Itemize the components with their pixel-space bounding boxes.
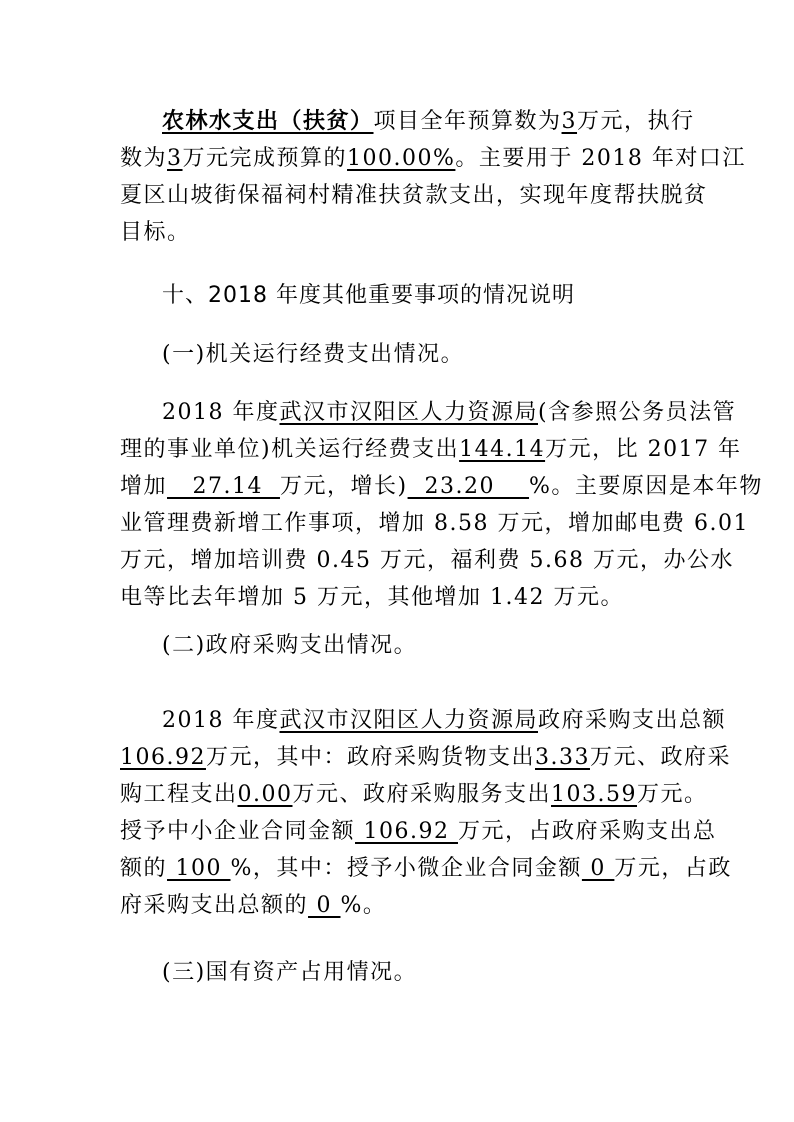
micro-contract-value: 0 <box>581 856 615 881</box>
subheading-procurement: (二)政府采购支出情况。 <box>162 633 418 658</box>
line: 数为3万元完成预算的100.00%。主要用于 2018 年对口江 <box>120 146 746 171</box>
line: 授予中小企业合同金额 106.92 万元，占政府采购支出总 <box>120 819 717 844</box>
paragraph-agriculture <box>120 103 746 251</box>
line: 业管理费新增工作事项，增加 8.58 万元，增加邮电费 6.01 <box>120 511 749 536</box>
operating-expense-value: 144.14 <box>459 437 546 462</box>
subheading-state-assets: (三)国有资产占用情况。 <box>162 960 418 985</box>
sme-share: 100 <box>167 856 231 881</box>
line: 2018 年度武汉市汉阳区人力资源局政府采购支出总额 <box>162 708 727 733</box>
growth-rate: 23.20 <box>407 474 530 499</box>
completion-rate: 100.00% <box>347 146 456 171</box>
subheading-operating-expenses: (一)机关运行经费支出情况。 <box>162 342 465 367</box>
line: 理的事业单位)机关运行经费支出144.14万元，比 2017 年 <box>120 437 742 462</box>
line: 电等比去年增加 5 万元，其他增加 1.42 万元。 <box>120 585 624 610</box>
line: 额的 100 %，其中：授予小微企业合同金额 0 万元，占政 <box>120 856 732 881</box>
services-value: 103.59 <box>551 782 637 807</box>
paragraph-procurement <box>120 702 732 924</box>
line: 夏区山坡街保福祠村精准扶贫款支出，实现年度帮扶脱贫 <box>120 183 708 208</box>
increase-value: 27.14 <box>167 474 280 499</box>
sme-contract-value: 106.92 <box>355 819 458 844</box>
execution-value: 3 <box>167 146 183 171</box>
procurement-total: 106.92 <box>120 745 206 770</box>
line: 2018 年度武汉市汉阳区人力资源局(含参照公务员法管 <box>162 400 737 425</box>
line: 农林水支出（扶贫）项目全年预算数为3万元，执行 <box>162 108 695 134</box>
micro-share: 0 <box>308 893 341 918</box>
unit-name: 武汉市汉阳区人力资源局 <box>279 708 538 733</box>
line: 目标。 <box>120 220 191 245</box>
engineering-value: 0.00 <box>237 782 293 807</box>
line: 106.92万元，其中：政府采购货物支出3.33万元、政府采 <box>120 745 731 770</box>
goods-value: 3.33 <box>535 745 590 770</box>
line: 购工程支出0.00万元、政府采购服务支出103.59万元。 <box>120 782 708 807</box>
line: 增加 27.14 万元，增长) 23.20 %。主要原因是本年物 <box>120 474 763 499</box>
paragraph-operating-expenses <box>120 394 763 616</box>
line: 府采购支出总额的 0 %。 <box>120 893 387 918</box>
section-heading-10: 十、2018 年度其他重要事项的情况说明 <box>162 283 575 308</box>
item-name-agriculture: 农林水支出（扶贫） <box>162 108 374 134</box>
unit-name: 武汉市汉阳区人力资源局 <box>279 400 538 425</box>
budget-value: 3 <box>561 109 578 134</box>
line: 万元，增加培训费 0.45 万元，福利费 5.68 万元，办公水 <box>120 548 734 573</box>
